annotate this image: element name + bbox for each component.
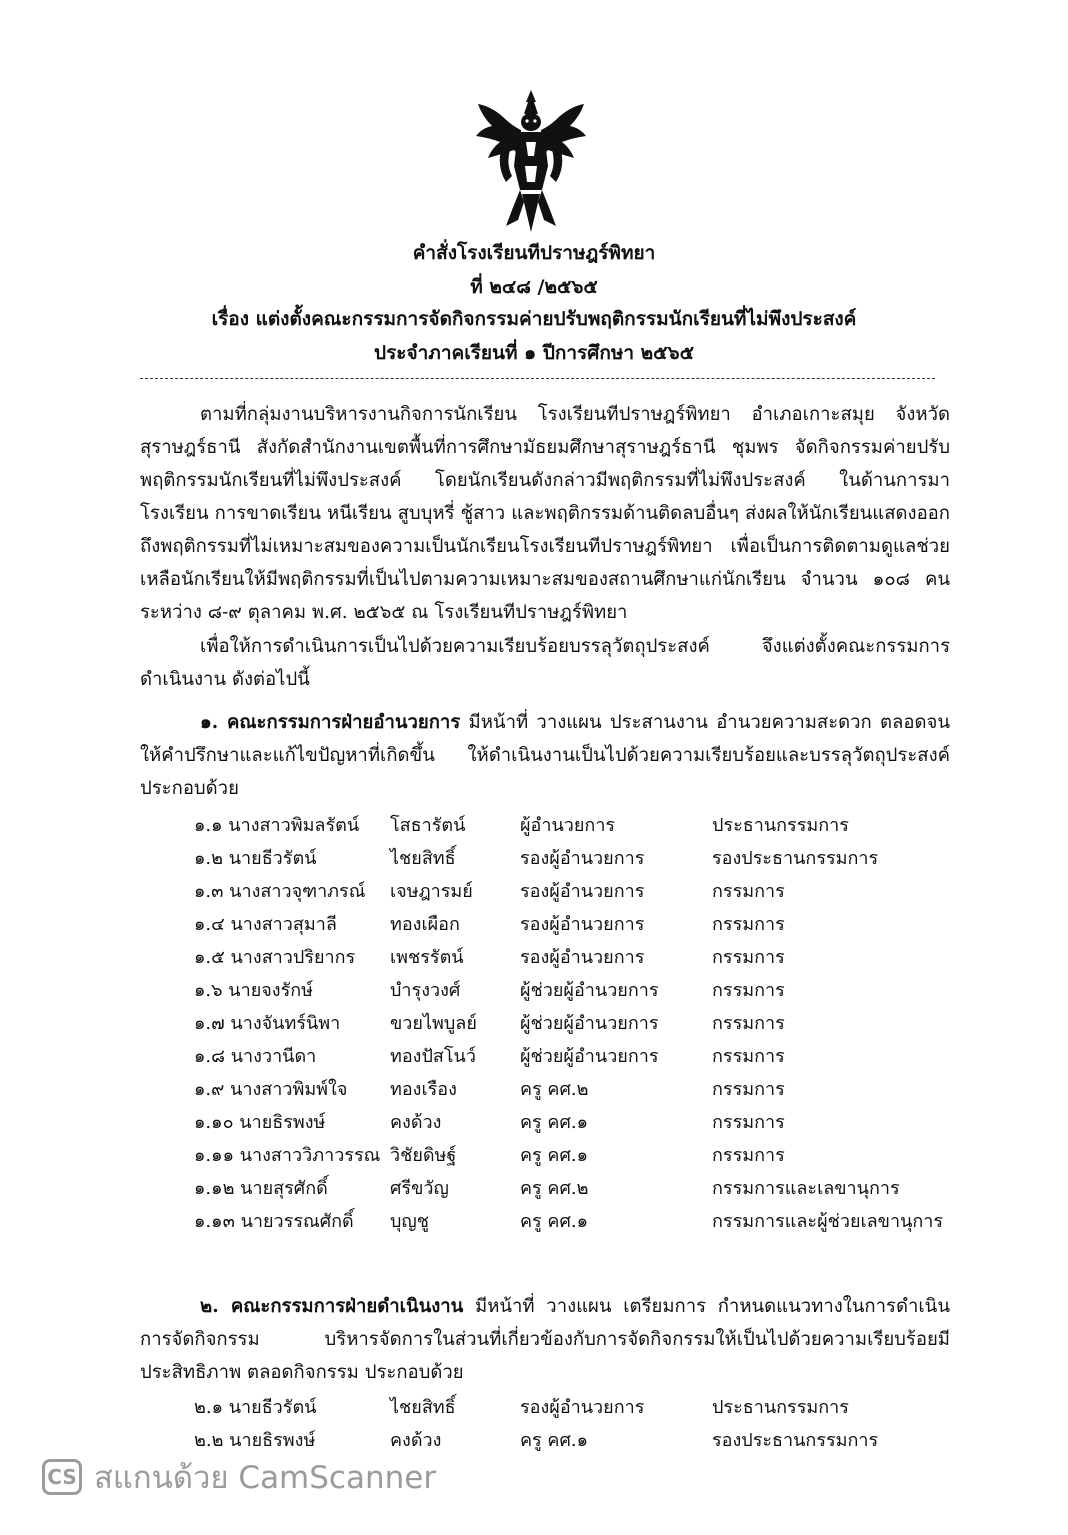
member-surname: ทองเรือง bbox=[390, 1079, 457, 1100]
member-row bbox=[194, 975, 974, 1008]
member-name: ๑.๑ นางสาวพิมลรัตน์ bbox=[194, 815, 360, 836]
body-paragraph-1 bbox=[140, 398, 950, 629]
body-paragraph-2-text: เพื่อให้การดำเนินการเป็นไปด้วยความเรียบร้อยบรรลุวัตถุประสงค์ จึงแต่งตั้งคณะกรรมการดำเนินงาน ดังต่อไปนี้ bbox=[140, 636, 950, 690]
member-row bbox=[194, 810, 974, 843]
member-name: ๑.๑๐ นายธิรพงษ์ bbox=[194, 1112, 326, 1133]
member-surname: ทองปัสโนว์ bbox=[390, 1046, 476, 1067]
member-role: กรรมการ bbox=[712, 980, 785, 1001]
member-row bbox=[194, 1206, 974, 1239]
member-position: ผู้ช่วยผู้อำนวยการ bbox=[520, 1046, 659, 1067]
camscanner-logo-icon: CS bbox=[42, 1459, 82, 1495]
order-number: ที่ ๒๔๘ /๒๕๖๕ bbox=[470, 276, 598, 298]
member-role: กรรมการและเลขานุการ bbox=[712, 1178, 900, 1199]
member-name: ๑.๗ นางจันทร์นิพา bbox=[194, 1013, 341, 1034]
member-name: ๑.๓ นางสาวจุฑาภรณ์ bbox=[194, 881, 366, 902]
member-row bbox=[194, 1140, 974, 1173]
member-role: กรรมการ bbox=[712, 947, 785, 968]
member-position: ผู้ช่วยผู้อำนวยการ bbox=[520, 1013, 659, 1034]
member-row bbox=[194, 1173, 974, 1206]
member-row bbox=[194, 876, 974, 909]
member-surname: ศรีขวัญ bbox=[390, 1178, 449, 1199]
member-role: กรรมการ bbox=[712, 1112, 785, 1133]
member-role: รองประธานกรรมการ bbox=[712, 1430, 879, 1451]
order-title: คำสั่งโรงเรียนทีปราษฎร์พิทยา bbox=[412, 242, 656, 264]
member-row bbox=[194, 909, 974, 942]
body-paragraph-2 bbox=[140, 630, 950, 696]
member-row bbox=[194, 1392, 974, 1425]
member-position: ครู คศ.๒ bbox=[520, 1079, 589, 1100]
member-surname: ไชยสิทธิ์ bbox=[390, 1397, 456, 1418]
member-surname: เพชรรัตน์ bbox=[390, 947, 464, 968]
member-name: ๑.๙ นางสาวพิมพ์ใจ bbox=[194, 1079, 348, 1100]
member-position: รองผู้อำนวยการ bbox=[520, 947, 645, 968]
member-role: กรรมการ bbox=[712, 1079, 785, 1100]
member-role: กรรมการและผู้ช่วยเลขานุการ bbox=[712, 1211, 944, 1232]
member-position: ครู คศ.๒ bbox=[520, 1178, 589, 1199]
header-divider bbox=[140, 378, 935, 379]
member-surname: ไชยสิทธิ์ bbox=[390, 848, 456, 869]
member-name: ๑.๒ นายธีวรัตน์ bbox=[194, 848, 317, 869]
member-surname: โสธารัตน์ bbox=[390, 815, 466, 836]
section-1-member-list bbox=[194, 810, 974, 1239]
member-position: ครู คศ.๑ bbox=[520, 1112, 589, 1133]
member-position: รองผู้อำนวยการ bbox=[520, 914, 645, 935]
member-role: กรรมการ bbox=[712, 1145, 785, 1166]
member-position: รองผู้อำนวยการ bbox=[520, 1397, 645, 1418]
member-surname: ขวยไพบูลย์ bbox=[390, 1013, 477, 1034]
member-name: ๑.๑๑ นางสาววิภาวรรณ bbox=[194, 1145, 381, 1166]
member-surname: บุญชู bbox=[390, 1211, 429, 1232]
member-position: รองผู้อำนวยการ bbox=[520, 848, 645, 869]
member-role: กรรมการ bbox=[712, 1013, 785, 1034]
section-1-heading: ๑. คณะกรรมการฝ่ายอำนวยการ bbox=[200, 712, 461, 733]
member-row bbox=[194, 942, 974, 975]
section-1-description: มีหน้าที่ วางแผน ประสานงาน อำนวยความสะดวก ตลอดจนให้คำปรึกษาและแก้ไขปัญหาที่เกิดขึ้น ให้ดำเนินงานเป็นไปด้วยความเรียบร้อยและบรรลุวัตถุประสงค์ ประกอบด้วย bbox=[140, 712, 950, 799]
garuda-emblem-icon bbox=[472, 86, 590, 236]
member-role: กรรมการ bbox=[712, 1046, 785, 1067]
section-2-description: มีหน้าที่ วางแผน เตรียมการ กำหนดแนวทางในการดำเนินการจัดกิจกรรม บริหารจัดการในส่วนที่เกี่ยวข้องกับการจัดกิจกรรมให้เป็นไปด้วยความเรียบร้อยมีประสิทธิภาพ ตลอดกิจกรรม ประกอบด้วย bbox=[140, 1296, 950, 1383]
camscanner-watermark bbox=[42, 1455, 436, 1499]
member-position: ผู้ช่วยผู้อำนวยการ bbox=[520, 980, 659, 1001]
member-row bbox=[194, 843, 974, 876]
member-position: ครู คศ.๑ bbox=[520, 1145, 589, 1166]
body-paragraph-1-text: ตามที่กลุ่มงานบริหารงานกิจการนักเรียน โรงเรียนทีปราษฎร์พิทยา อำเภอเกาะสมุย จังหวัดสุราษฎร์ธานี สังกัดสำนักงานเขตพื้นที่การศึกษามัธยมศึกษาสุราษฎร์ธานี ชุมพร จัดกิจกรรมค่ายปรับพฤติกรรมนักเรียนที่ไม่พึงประสงค์ โดยนักเรียนดังกล่าวมีพฤติกรรมที่ไม่พึงประสงค์ ในด้านการมาโรงเรียน การขาดเรียน หนีเรียน สูบบุหรี่ ชู้สาว และพฤติกรรมด้านติดลบอื่นๆ ส่งผลให้นักเรียนแสดงออกถึงพฤติกรรมที่ไม่เหมาะสมของความเป็นนักเรียนโรงเรียนทีปราษฎร์พิทยา เพื่อเป็นการติดตามดูแลช่วยเหลือนักเรียนให้มีพฤติกรรมที่เป็นไปตามความเหมาะสมของสถานศึกษาแก่นักเรียน จำนวน ๑๐๘ คน ระหว่าง ๘-๙ ตุลาคม พ.ศ. ๒๕๖๕ ณ โรงเรียนทีปราษฎร์พิทยา bbox=[140, 404, 950, 623]
member-name: ๑.๔ นางสาวสุมาลี bbox=[194, 914, 337, 935]
section-2-intro bbox=[140, 1290, 950, 1389]
member-name: ๑.๘ นางวานีดา bbox=[194, 1046, 317, 1067]
member-surname: เจษฎารมย์ bbox=[390, 881, 473, 902]
member-surname: คงด้วง bbox=[390, 1112, 442, 1133]
member-row bbox=[194, 1107, 974, 1140]
section-1-intro bbox=[140, 706, 950, 805]
member-role: ประธานกรรมการ bbox=[712, 1397, 849, 1418]
member-role: กรรมการ bbox=[712, 914, 785, 935]
member-row bbox=[194, 1008, 974, 1041]
member-role: รองประธานกรรมการ bbox=[712, 848, 879, 869]
member-surname: บำรุงวงศ์ bbox=[390, 980, 461, 1001]
member-row bbox=[194, 1041, 974, 1074]
member-name: ๑.๑๓ นายวรรณศักดิ์ bbox=[194, 1211, 354, 1232]
member-name: ๒.๑ นายธีวรัตน์ bbox=[194, 1397, 317, 1418]
member-name: ๑.๑๒ นายสุรศักดิ์ bbox=[194, 1178, 328, 1199]
member-role: กรรมการ bbox=[712, 881, 785, 902]
member-position: ผู้อำนวยการ bbox=[520, 815, 616, 836]
section-2-member-list bbox=[194, 1392, 974, 1458]
member-role: ประธานกรรมการ bbox=[712, 815, 849, 836]
member-position: ครู คศ.๑ bbox=[520, 1211, 589, 1232]
section-2-heading: ๒. คณะกรรมการฝ่ายดำเนินงาน bbox=[200, 1296, 464, 1317]
member-name: ๑.๕ นางสาวปริยากร bbox=[194, 947, 356, 968]
member-row bbox=[194, 1074, 974, 1107]
order-term: ประจำภาคเรียนที่ ๑ ปีการศึกษา ๒๕๖๕ bbox=[374, 342, 694, 364]
member-position: รองผู้อำนวยการ bbox=[520, 881, 645, 902]
member-surname: วิชัยดิษฐ์ bbox=[390, 1145, 457, 1166]
member-name: ๑.๖ นายจงรักษ์ bbox=[194, 980, 314, 1001]
camscanner-text: สแกนด้วย CamScanner bbox=[94, 1460, 437, 1496]
member-position: ครู คศ.๑ bbox=[520, 1430, 589, 1451]
order-subject: เรื่อง แต่งตั้งคณะกรรมการจัดกิจกรรมค่ายปรับพฤติกรรมนักเรียนที่ไม่พึงประสงค์ bbox=[211, 308, 857, 330]
member-surname: ทองเผือก bbox=[390, 914, 460, 935]
member-name: ๒.๒ นายธิรพงษ์ bbox=[194, 1430, 316, 1451]
member-surname: คงด้วง bbox=[390, 1430, 442, 1451]
